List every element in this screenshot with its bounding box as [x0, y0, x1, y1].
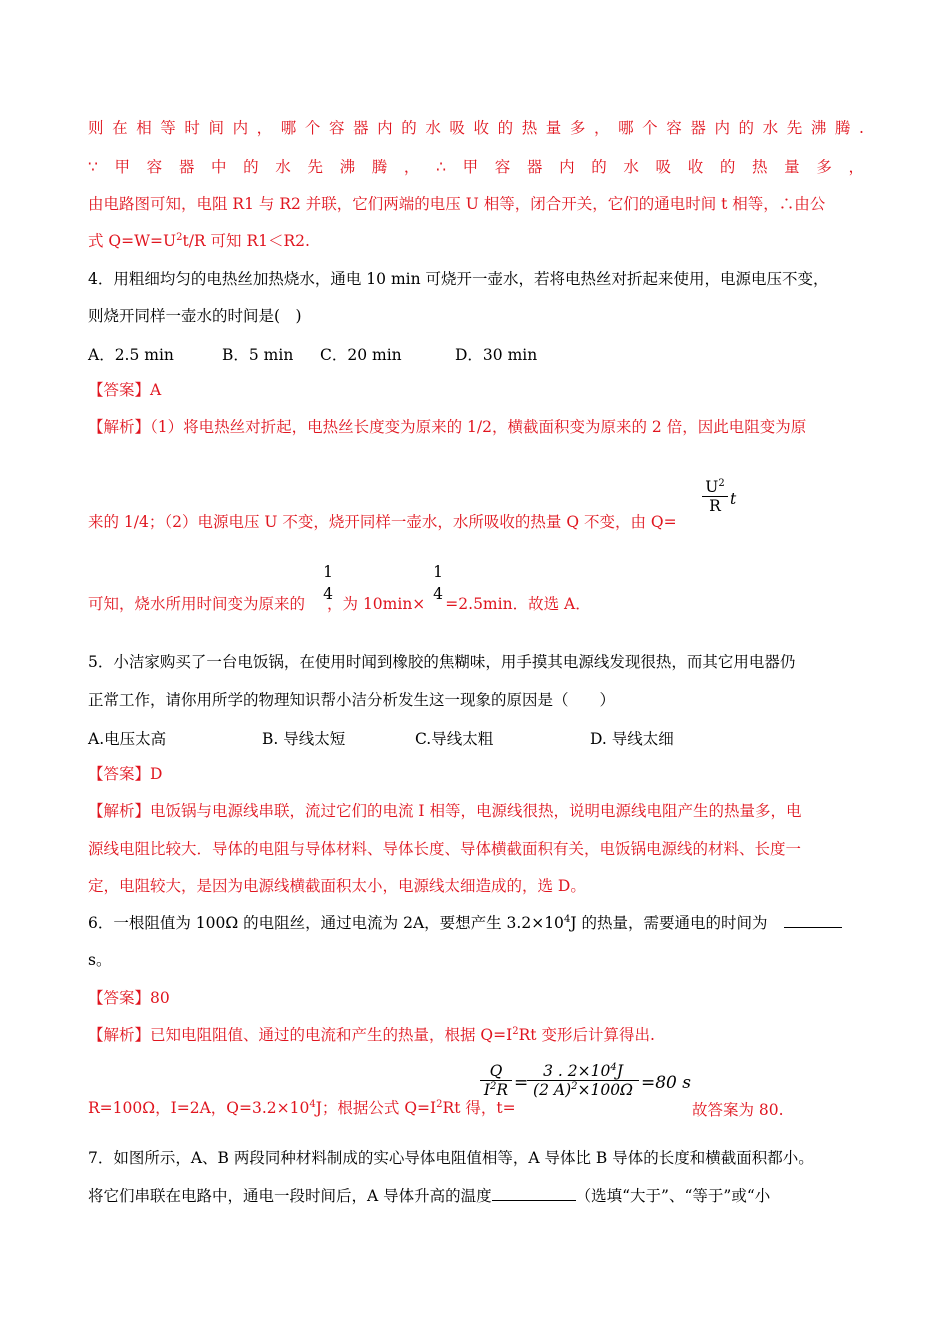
intro-char: 内: [232, 119, 249, 137]
q6-stem-line-2: s。: [88, 951, 112, 969]
q5-option-a: A.电压太高: [88, 730, 167, 748]
q4-stem-line-1: 4．用粗细均匀的电热丝加热烧水，通电 10 min 可烧开一壶水，若将电热丝对折起来使用，电源电压不变，: [88, 270, 829, 288]
intro-char: 多: [569, 119, 586, 137]
intro-char: 在: [112, 119, 128, 137]
intro-char: ∵: [88, 158, 98, 176]
q4-analysis-line-2: 来的 1/4；（2）电源电压 U 不变，烧开同样一壶水，水所吸收的热量 Q 不变，由 Q=: [88, 513, 677, 531]
intro-char: 哪: [280, 119, 297, 137]
intro-char: ，: [403, 158, 420, 176]
intro-char: 内: [377, 119, 393, 137]
intro-char: 器: [690, 119, 706, 137]
q4-formula-fraction: $\frac{U^2}{R}$: [702, 478, 728, 515]
q6-stem-line-1: 6．一根阻值为 100Ω 的电阻丝，通过电流为 2A，要想产生 $3.2\times 10^4J$ 的热量，需要通电的时间为: [88, 913, 842, 933]
intro-char: 器: [526, 158, 543, 176]
intro-char: 则: [88, 119, 104, 137]
intro-char: 吸: [655, 158, 672, 176]
intro-char: 水: [762, 119, 779, 137]
q4-formula-t: t: [730, 490, 737, 508]
q5-analysis-line-3: 定，电阻较大，是因为电源线横截面积太小，电源线太细造成的，选 D。: [88, 877, 586, 895]
q4-option-b: B．5 min: [222, 346, 294, 364]
intro-char: 器: [178, 158, 195, 176]
q5-stem-line-1: 5．小洁家购买了一台电饭锅，在使用时闻到橡胶的焦糊味，用手摸其电源线发现很热，而其它用电器仍: [88, 653, 796, 671]
intro-char: 的: [497, 119, 514, 137]
intro-char: 收: [687, 158, 704, 176]
intro-char: 的: [719, 158, 736, 176]
intro-char: 间: [208, 119, 224, 137]
intro-char: 甲: [114, 158, 131, 176]
q6-answer: 【答案】80: [88, 989, 170, 1007]
q5-analysis-line-2: 源线电阻比较大．导体的电阻与导体材料、导体长度、导体横截面积有关，电饭锅电源线的材料、长度一: [88, 840, 802, 858]
q6-answer-blank: [784, 927, 842, 928]
intro-char: 等: [160, 119, 176, 137]
intro-char: 中: [210, 158, 227, 176]
intro-char: 水: [623, 158, 639, 176]
intro-char: 水: [425, 119, 441, 137]
intro-char: 容: [666, 119, 682, 137]
q5-option-b: B. 导线太短: [262, 730, 346, 748]
intro-char: 个: [304, 119, 321, 137]
intro-char: 量: [545, 119, 562, 137]
q4-answer: 【答案】A: [88, 381, 162, 399]
q4-fraction-quarter-2: 1 4: [433, 563, 443, 603]
intro-char: ∴: [436, 158, 446, 176]
intro-char: 多: [816, 158, 832, 176]
q5-option-d: D. 导线太细: [590, 730, 674, 748]
q4-option-c: C．20 min: [320, 346, 402, 364]
intro-char: 个: [642, 119, 658, 137]
q6-formula-fraction-1: $\frac{Q}{I^2R}$: [480, 1062, 512, 1099]
intro-char: 量: [784, 158, 800, 176]
intro-char: 水: [275, 158, 291, 176]
intro-char: 吸: [449, 119, 465, 137]
intro-char: 甲: [462, 158, 479, 176]
intro-line-1: [88, 118, 864, 138]
intro-char: ，: [848, 158, 864, 176]
intro-char: 热: [521, 119, 538, 137]
q4-option-a: A．2.5 min: [88, 346, 174, 364]
q6-formula-result: =80 s: [641, 1073, 692, 1093]
q6-conclusion: 故答案为 80.: [692, 1101, 784, 1119]
intro-char: 时: [184, 119, 200, 137]
intro-char: 内: [714, 119, 730, 137]
intro-char: 容: [146, 158, 163, 176]
q7-stem-line-1: 7．如图所示，A、B 两段同种材料制成的实心导体电阻值相等，A 导体比 B 导体的长度和横截面积都小。: [88, 1149, 814, 1167]
intro-char: 内: [559, 158, 575, 176]
intro-char: 沸: [810, 119, 827, 137]
intro-char: 的: [738, 119, 755, 137]
intro-char: 腾: [371, 158, 388, 176]
q4-analysis-line-1: 【解析】（1）将电热丝对折起，电热丝长度变为原来的 1/2，横截面积变为原来的 2 倍，因此电阻变为原: [88, 418, 807, 436]
intro-char: 先: [786, 119, 803, 137]
q4-fraction-quarter-1: 1 4: [323, 563, 333, 603]
q7-answer-blank: [492, 1200, 576, 1201]
intro-char: 相: [136, 119, 152, 137]
intro-char: .: [859, 119, 864, 137]
q7-stem-line-2: 将它们串联在电路中，通电一段时间后，A 导体升高的温度 （选填“大于”、“等于”或“小: [88, 1187, 771, 1205]
q6-analysis-line-2: R=100Ω，I=2A，$Q=3.2\times 10^4J$；根据公式 $Q=I^2Rt$ 得，t=: [88, 1098, 516, 1117]
q4-option-d: D．30 min: [455, 346, 538, 364]
intro-char: 先: [307, 158, 323, 176]
q4-stem-line-2: 则烧开同样一壶水的时间是( ): [88, 307, 302, 325]
q6-analysis-line-1: 【解析】已知电阻阻值、通过的电流和产生的热量，根据 $Q=I^2Rt$ 变形后计算得出.: [88, 1025, 655, 1044]
analysis-tag: 【解析】: [88, 418, 151, 436]
intro-char: 的: [243, 158, 259, 176]
intro-char: 的: [591, 158, 607, 176]
intro-line-3: 由电路图可知，电阻 R1 与 R2 并联，它们两端的电压 U 相等，闭合开关，它们的通电时间 t 相等，∴由公: [88, 195, 826, 213]
intro-char: 热: [752, 158, 768, 176]
q4-analysis-line-3: 可知，烧水所用时间变为原来的 ，为 10min× =2.5min．故选 A．: [88, 595, 591, 613]
intro-char: 收: [473, 119, 490, 137]
q5-analysis-line-1: 【解析】电饭锅与电源线串联，流过它们的电流 I 相等，电源线很热，说明电源线电阻产生的热量多，电: [88, 802, 802, 820]
intro-char: 哪: [618, 119, 634, 137]
intro-char: ，: [256, 119, 273, 137]
intro-char: 容: [328, 119, 345, 137]
q6-formula-fraction-2: $\frac{3 . 2\times 10^4J}{(2 A)^2\times 100\Omega}$: [527, 1062, 639, 1099]
q6-formula-equals: =: [514, 1073, 529, 1093]
intro-char: ，: [593, 119, 610, 137]
intro-line-2: [88, 157, 864, 177]
q5-stem-line-2: 正常工作，请你用所学的物理知识帮小洁分析发生这一现象的原因是（ ）: [88, 691, 616, 709]
intro-char: 器: [353, 119, 369, 137]
intro-char: 容: [494, 158, 511, 176]
intro-char: 腾: [834, 119, 851, 137]
q5-answer: 【答案】D: [88, 765, 163, 783]
q5-option-c: C.导线太粗: [415, 730, 494, 748]
intro-char: 沸: [339, 158, 356, 176]
intro-line-4: 式 $Q=W=U^2t/R$ 可知 R1＜R2.: [88, 231, 310, 250]
intro-char: 的: [401, 119, 417, 137]
